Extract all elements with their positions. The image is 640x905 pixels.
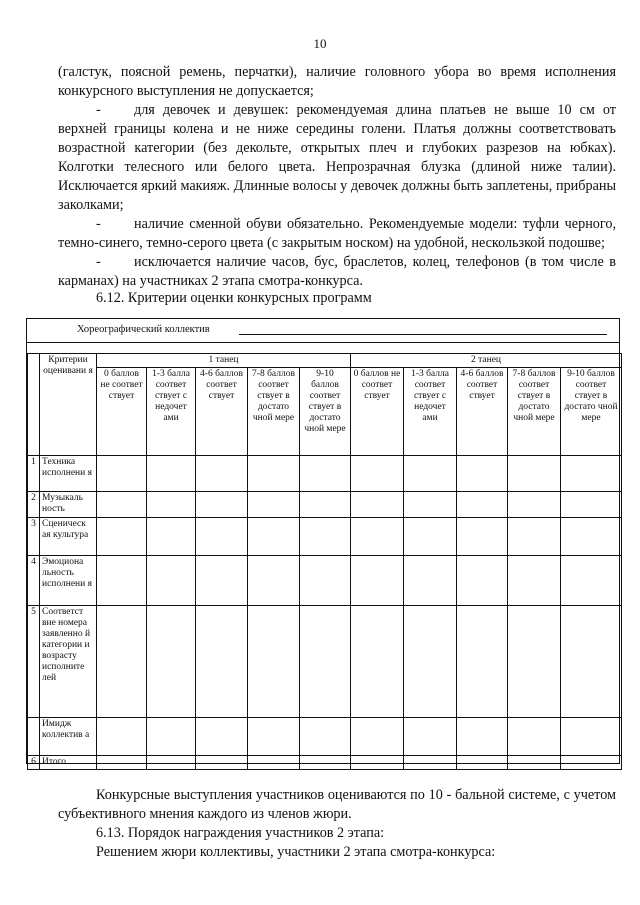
row-number (28, 718, 40, 756)
score-cell[interactable] (97, 492, 147, 518)
score-cell[interactable] (561, 518, 622, 556)
score-header: 7-8 баллов соответ ствует в достато чной мере (248, 368, 300, 456)
row-label: Сценическ ая культура (40, 518, 97, 556)
score-cell[interactable] (351, 606, 404, 718)
score-cell[interactable] (300, 518, 351, 556)
score-cell[interactable] (561, 492, 622, 518)
score-cell[interactable] (561, 556, 622, 606)
score-cell[interactable] (147, 606, 196, 718)
score-cell[interactable] (457, 456, 508, 492)
row-label: Итого (40, 756, 97, 770)
bullet-dash: - (96, 216, 101, 232)
collective-label: Хореографический коллектив (77, 324, 210, 335)
dance-2-header: 2 танец (351, 354, 622, 368)
paragraph-3-text: наличие сменной обуви обязательно. Рекомендуемые модели: туфли черного, темно-синего, темно-серого цвета (с закрытым носком) на удобной, нескользкой подошве; (58, 216, 616, 251)
score-cell[interactable] (508, 518, 561, 556)
score-cell[interactable] (561, 456, 622, 492)
score-cell[interactable] (508, 492, 561, 518)
score-cell[interactable] (300, 456, 351, 492)
num-header (28, 354, 40, 456)
score-cell[interactable] (404, 518, 457, 556)
closing-text (58, 786, 616, 862)
score-header: 9-10 баллов соответ ствует в достато чной мере (300, 368, 351, 456)
paragraph-2-text: для девочек и девушек: рекомендуемая длина платьев не выше 10 см от верхней границы колена и не ниже середины голени. Платья должны соответствовать возрастной категории (без декольте, открытых плеч и глубоких разрезов на юбках). Колготки телесного или белого цвета. Непрозрачная блузка (длиной ниже талии). Исключается яркий макияж. Длинные волосы у девочек должны быть заплетены, прибраны заколками; (58, 102, 616, 213)
score-cell[interactable] (508, 718, 561, 756)
score-cell[interactable] (147, 456, 196, 492)
score-header: 4-6 баллов соответ ствует (457, 368, 508, 456)
row-number: 3 (28, 518, 40, 556)
score-cell[interactable] (508, 556, 561, 606)
page-number: 10 (313, 36, 327, 51)
score-cell[interactable] (561, 606, 622, 718)
table-row (28, 492, 622, 518)
score-cell[interactable] (147, 718, 196, 756)
score-header-row (28, 368, 622, 456)
paragraph-1: (галстук, поясной ремень, перчатки), наличие головного убора во время исполнения конкурсного выступления не допускается; (58, 64, 616, 99)
row-number: 6 (28, 756, 40, 770)
row-number: 5 (28, 606, 40, 718)
score-cell[interactable] (248, 718, 300, 756)
collective-name-blank (239, 334, 607, 335)
score-cell[interactable] (457, 556, 508, 606)
score-cell[interactable] (248, 492, 300, 518)
row-label: Эмоциона льность исполнени я (40, 556, 97, 606)
bullet-dash: - (96, 102, 101, 118)
row-number: 2 (28, 492, 40, 518)
criteria-table (27, 353, 622, 770)
paragraph-4-text: исключается наличие часов, бус, браслетов, колец, телефонов (в том числе в карманах) на участниках 2 этапа смотра-конкурса. (58, 254, 616, 289)
dance-1-header: 1 танец (97, 354, 351, 368)
score-cell[interactable] (300, 556, 351, 606)
score-cell[interactable] (248, 606, 300, 718)
score-header: 0 баллов не соответ ствует (351, 368, 404, 456)
score-cell[interactable] (196, 556, 248, 606)
score-cell[interactable] (97, 456, 147, 492)
evaluation-form (26, 318, 620, 767)
collective-name-row (27, 319, 619, 343)
score-cell[interactable] (404, 756, 457, 770)
criteria-header: Критерии оценивани я (40, 354, 97, 456)
score-cell[interactable] (351, 756, 404, 770)
awards-paragraph: Решением жюри коллективы, участники 2 этапа смотра-конкурса: (96, 844, 496, 860)
score-cell[interactable] (196, 456, 248, 492)
score-cell[interactable] (300, 492, 351, 518)
score-cell[interactable] (300, 756, 351, 770)
table-row (28, 718, 622, 756)
table-row (28, 556, 622, 606)
score-cell[interactable] (351, 456, 404, 492)
row-number: 4 (28, 556, 40, 606)
table-row-total (28, 756, 622, 770)
paragraph-4 (58, 253, 616, 291)
paragraph-3 (58, 215, 616, 253)
table-header-row (28, 354, 622, 368)
score-cell[interactable] (457, 606, 508, 718)
score-cell[interactable] (351, 718, 404, 756)
score-cell[interactable] (196, 492, 248, 518)
row-label: Имидж коллектив а (40, 718, 97, 756)
score-cell[interactable] (248, 556, 300, 606)
score-cell[interactable] (248, 756, 300, 770)
row-label: Соответст вие номера заявленно й категории и возрасту исполните лей (40, 606, 97, 718)
score-cell[interactable] (248, 518, 300, 556)
score-cell[interactable] (351, 556, 404, 606)
score-cell[interactable] (404, 492, 457, 518)
row-number: 1 (28, 456, 40, 492)
score-cell[interactable] (300, 718, 351, 756)
score-header: 1-3 балла соответ ствует с недочет ами (404, 368, 457, 456)
score-cell[interactable] (351, 518, 404, 556)
bullet-dash: - (96, 254, 101, 270)
score-cell[interactable] (196, 518, 248, 556)
score-cell[interactable] (300, 606, 351, 718)
score-cell[interactable] (404, 606, 457, 718)
score-header: 1-3 балла соответ ствует с недочет ами (147, 368, 196, 456)
body-text (58, 63, 616, 291)
score-cell[interactable] (404, 456, 457, 492)
paragraph-2 (58, 101, 616, 215)
score-cell[interactable] (457, 756, 508, 770)
table-row (28, 456, 622, 492)
score-cell[interactable] (97, 556, 147, 606)
score-cell[interactable] (561, 756, 622, 770)
score-cell[interactable] (196, 718, 248, 756)
score-cell[interactable] (147, 518, 196, 556)
score-cell[interactable] (561, 718, 622, 756)
score-header: 0 баллов не соответ ствует (97, 368, 147, 456)
score-cell[interactable] (404, 718, 457, 756)
score-cell[interactable] (351, 492, 404, 518)
score-cell[interactable] (457, 518, 508, 556)
score-cell[interactable] (508, 456, 561, 492)
awards-heading: 6.13. Порядок награждения участников 2 этапа: (96, 825, 385, 841)
row-label: Музыкаль ность (40, 492, 97, 518)
score-cell[interactable] (196, 756, 248, 770)
section-title: 6.12. Критерии оценки конкурсных программ (96, 290, 372, 306)
score-cell[interactable] (457, 492, 508, 518)
score-header: 7-8 баллов соответ ствует в достато чной мере (508, 368, 561, 456)
table-row (28, 518, 622, 556)
row-label: Техника исполнени я (40, 456, 97, 492)
scoring-paragraph: Конкурсные выступления участников оцениваются по 10 - бальной системе, с учетом субъективного мнения каждого из членов жюри. (58, 787, 616, 822)
score-cell[interactable] (248, 456, 300, 492)
score-cell[interactable] (147, 492, 196, 518)
score-cell[interactable] (147, 556, 196, 606)
score-cell[interactable] (457, 718, 508, 756)
score-cell[interactable] (196, 606, 248, 718)
score-cell[interactable] (404, 556, 457, 606)
table-row (28, 606, 622, 718)
score-cell[interactable] (97, 518, 147, 556)
score-header: 9-10 баллов соответ ствует в достато чной мере (561, 368, 622, 456)
score-cell[interactable] (508, 606, 561, 718)
score-cell[interactable] (508, 756, 561, 770)
score-header: 4-6 баллов соответ ствует (196, 368, 248, 456)
score-cell[interactable] (147, 756, 196, 770)
score-cell[interactable] (97, 756, 147, 770)
score-cell[interactable] (97, 606, 147, 718)
score-cell[interactable] (97, 718, 147, 756)
